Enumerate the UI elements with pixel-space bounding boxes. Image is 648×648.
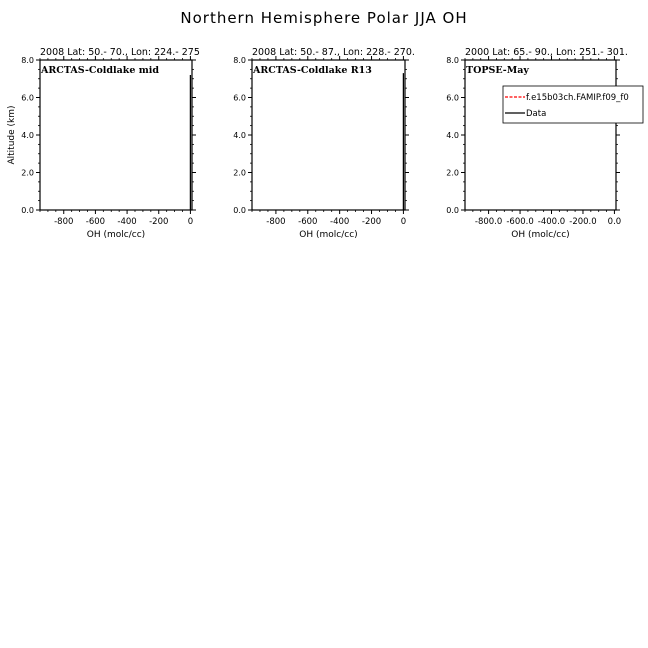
- panels: [7, 47, 643, 240]
- x-tick-label: -600: [298, 217, 318, 227]
- x-tick-label: -800: [266, 217, 286, 227]
- x-tick-label: -400: [330, 217, 350, 227]
- y-tick-label: 0.0: [21, 206, 34, 215]
- y-tick-label: 8.0: [21, 56, 34, 65]
- panel-2: [233, 47, 415, 240]
- y-tick-label: 2.0: [21, 168, 34, 178]
- legend-box: [503, 86, 643, 123]
- x-tick-label: -600.0: [506, 217, 534, 227]
- y-tick-label: 6.0: [233, 93, 246, 103]
- y-tick-label: 8.0: [446, 56, 459, 65]
- y-tick-label: 0.0: [233, 206, 246, 215]
- x-tick-label: -400: [117, 217, 137, 227]
- y-tick-label: 6.0: [21, 93, 34, 103]
- x-tick-label: 0: [187, 217, 194, 227]
- y-tick-label: 8.0: [233, 56, 246, 65]
- x-tick-label: -600: [85, 217, 106, 227]
- panel-3: [446, 47, 643, 240]
- x-tick-label: -800.0: [474, 217, 503, 227]
- panel-subtitle: 2008 Lat: 50.- 70., Lon: 224.- 275: [40, 47, 200, 58]
- legend-label: Data: [526, 109, 547, 119]
- x-tick-label: -800: [54, 217, 74, 227]
- panel-label: TOPSE-May: [466, 65, 529, 76]
- x-tick-label: -400.0: [537, 217, 566, 227]
- x-tick-label: -200: [361, 217, 382, 227]
- y-tick-label: 4.0: [233, 131, 246, 140]
- x-tick-label: 0: [400, 217, 407, 227]
- legend-label: f.e15b03ch.FAMIP.f09_f0: [526, 93, 629, 103]
- panel-subtitle: 2000 Lat: 65.- 90., Lon: 251.- 301.: [465, 47, 628, 58]
- x-axis-label: OH (molc/cc): [86, 230, 146, 240]
- x-tick-label: -200: [149, 217, 169, 227]
- plot-frame: [465, 60, 616, 210]
- panel-label: ARCTAS-Coldlake R13: [253, 65, 372, 76]
- x-axis-label: OH (molc/cc): [511, 230, 570, 240]
- x-tick-label: -200.0: [569, 217, 597, 227]
- y-tick-label: 6.0: [446, 93, 459, 103]
- plot-frame: [40, 60, 192, 210]
- y-axis-label: Altitude (km): [7, 105, 17, 165]
- legend: [503, 86, 643, 123]
- panel-1: [7, 47, 200, 240]
- figure-title: Northern Hemisphere Polar JJA OH: [180, 9, 468, 27]
- y-tick-label: 0.0: [446, 206, 459, 215]
- y-tick-label: 2.0: [446, 168, 459, 178]
- panel-label: ARCTAS-Coldlake mid: [41, 65, 160, 76]
- x-tick-label: 0.0: [607, 217, 622, 227]
- y-tick-label: 4.0: [446, 131, 459, 140]
- x-axis-label: OH (molc/cc): [299, 230, 358, 240]
- y-tick-label: 4.0: [21, 131, 34, 140]
- y-tick-label: 2.0: [233, 168, 246, 178]
- plot-frame: [252, 60, 405, 210]
- panel-subtitle: 2008 Lat: 50.- 87., Lon: 228.- 270.: [252, 47, 415, 58]
